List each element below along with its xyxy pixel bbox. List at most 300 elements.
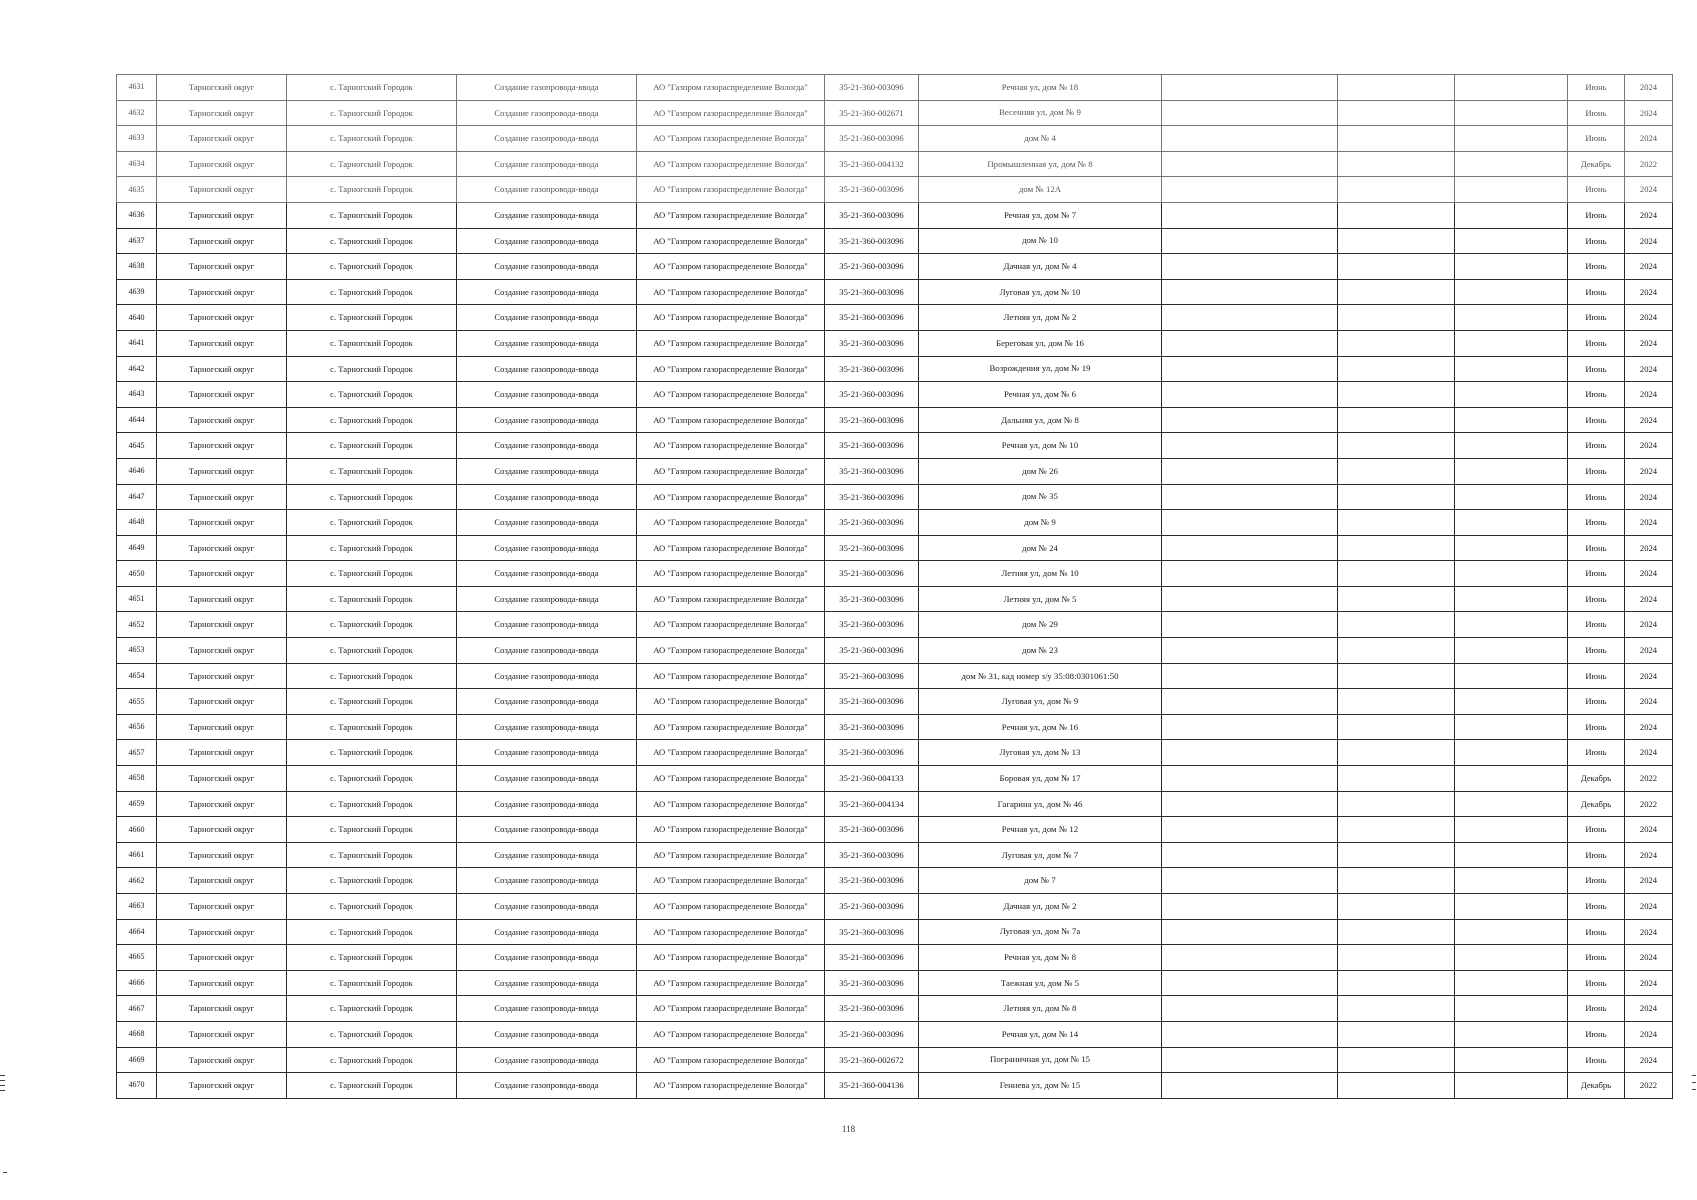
cell-month: Июнь xyxy=(1568,663,1625,689)
cell-year: 2024 xyxy=(1625,868,1673,894)
cell-month: Июнь xyxy=(1568,75,1625,101)
cell-work-type: Создание газопровода-ввода xyxy=(457,382,637,408)
cell-settlement: с. Тарногский Городок xyxy=(287,766,457,792)
cell-month: Июнь xyxy=(1568,254,1625,280)
table-row xyxy=(117,945,1673,971)
cell-year: 2024 xyxy=(1625,945,1673,971)
cell-row-number: 4639 xyxy=(117,279,157,305)
cell-code: 35-21-360-003096 xyxy=(825,330,919,356)
table-row xyxy=(117,126,1673,152)
cell-extra-2 xyxy=(1338,151,1455,177)
cell-extra-1 xyxy=(1162,894,1338,920)
cell-row-number: 4647 xyxy=(117,484,157,510)
table-row xyxy=(117,330,1673,356)
cell-year: 2024 xyxy=(1625,382,1673,408)
cell-extra-2 xyxy=(1338,356,1455,382)
cell-year: 2024 xyxy=(1625,561,1673,587)
cell-extra-1 xyxy=(1162,484,1338,510)
cell-code: 35-21-360-003096 xyxy=(825,586,919,612)
cell-extra-2 xyxy=(1338,305,1455,331)
cell-extra-3 xyxy=(1455,510,1568,536)
cell-code: 35-21-360-003096 xyxy=(825,894,919,920)
cell-year: 2024 xyxy=(1625,484,1673,510)
table-row xyxy=(117,535,1673,561)
left-edge-mark xyxy=(0,1085,5,1086)
cell-organization: АО "Газпром газораспределение Вологда" xyxy=(637,791,825,817)
table-row xyxy=(117,740,1673,766)
cell-row-number: 4670 xyxy=(117,1073,157,1099)
cell-extra-3 xyxy=(1455,202,1568,228)
cell-year: 2024 xyxy=(1625,1021,1673,1047)
cell-work-type: Создание газопровода-ввода xyxy=(457,1021,637,1047)
cell-year: 2024 xyxy=(1625,407,1673,433)
cell-month: Июнь xyxy=(1568,330,1625,356)
cell-row-number: 4635 xyxy=(117,177,157,203)
table-row xyxy=(117,919,1673,945)
cell-organization: АО "Газпром газораспределение Вологда" xyxy=(637,305,825,331)
cell-work-type: Создание газопровода-ввода xyxy=(457,817,637,843)
cell-district: Тарногский округ xyxy=(157,202,287,228)
cell-extra-1 xyxy=(1162,1021,1338,1047)
cell-year: 2024 xyxy=(1625,894,1673,920)
cell-extra-3 xyxy=(1455,433,1568,459)
cell-row-number: 4657 xyxy=(117,740,157,766)
cell-year: 2024 xyxy=(1625,202,1673,228)
cell-extra-1 xyxy=(1162,817,1338,843)
cell-extra-2 xyxy=(1338,1073,1455,1099)
cell-month: Июнь xyxy=(1568,842,1625,868)
cell-work-type: Создание газопровода-ввода xyxy=(457,766,637,792)
cell-district: Тарногский округ xyxy=(157,407,287,433)
cell-organization: АО "Газпром газораспределение Вологда" xyxy=(637,100,825,126)
cell-extra-3 xyxy=(1455,254,1568,280)
cell-district: Тарногский округ xyxy=(157,586,287,612)
cell-organization: АО "Газпром газораспределение Вологда" xyxy=(637,561,825,587)
cell-settlement: с. Тарногский Городок xyxy=(287,996,457,1022)
cell-extra-2 xyxy=(1338,433,1455,459)
cell-district: Тарногский округ xyxy=(157,458,287,484)
cell-extra-2 xyxy=(1338,75,1455,101)
cell-row-number: 4663 xyxy=(117,894,157,920)
cell-year: 2022 xyxy=(1625,151,1673,177)
cell-code: 35-21-360-003096 xyxy=(825,510,919,536)
cell-code: 35-21-360-003096 xyxy=(825,561,919,587)
cell-district: Тарногский округ xyxy=(157,382,287,408)
cell-row-number: 4664 xyxy=(117,919,157,945)
cell-address: дом № 12А xyxy=(919,177,1162,203)
cell-extra-2 xyxy=(1338,689,1455,715)
cell-address: Дачная ул, дом № 4 xyxy=(919,254,1162,280)
cell-year: 2024 xyxy=(1625,714,1673,740)
cell-organization: АО "Газпром газораспределение Вологда" xyxy=(637,996,825,1022)
cell-row-number: 4659 xyxy=(117,791,157,817)
cell-year: 2024 xyxy=(1625,126,1673,152)
cell-address: Дачная ул, дом № 2 xyxy=(919,894,1162,920)
cell-extra-2 xyxy=(1338,740,1455,766)
cell-code: 35-21-360-003096 xyxy=(825,177,919,203)
cell-organization: АО "Газпром газораспределение Вологда" xyxy=(637,1073,825,1099)
cell-extra-2 xyxy=(1338,663,1455,689)
cell-address: Речная ул, дом № 8 xyxy=(919,945,1162,971)
cell-work-type: Создание газопровода-ввода xyxy=(457,100,637,126)
cell-organization: АО "Газпром газораспределение Вологда" xyxy=(637,945,825,971)
cell-extra-2 xyxy=(1338,817,1455,843)
cell-extra-3 xyxy=(1455,458,1568,484)
cell-district: Тарногский округ xyxy=(157,510,287,536)
cell-extra-3 xyxy=(1455,970,1568,996)
cell-extra-2 xyxy=(1338,1021,1455,1047)
cell-organization: АО "Газпром газораспределение Вологда" xyxy=(637,842,825,868)
cell-address: дом № 31, кад номер з/у 35:08:0301061:50 xyxy=(919,663,1162,689)
cell-year: 2024 xyxy=(1625,842,1673,868)
cell-extra-2 xyxy=(1338,638,1455,664)
cell-year: 2024 xyxy=(1625,100,1673,126)
cell-code: 35-21-360-003096 xyxy=(825,970,919,996)
cell-code: 35-21-360-003096 xyxy=(825,254,919,280)
table-row xyxy=(117,382,1673,408)
cell-year: 2024 xyxy=(1625,535,1673,561)
cell-work-type: Создание газопровода-ввода xyxy=(457,484,637,510)
table-row xyxy=(117,766,1673,792)
cell-month: Июнь xyxy=(1568,586,1625,612)
cell-row-number: 4669 xyxy=(117,1047,157,1073)
cell-address: Летняя ул, дом № 8 xyxy=(919,996,1162,1022)
cell-work-type: Создание газопровода-ввода xyxy=(457,458,637,484)
cell-extra-3 xyxy=(1455,1073,1568,1099)
cell-extra-3 xyxy=(1455,791,1568,817)
cell-code: 35-21-360-004136 xyxy=(825,1073,919,1099)
table-row xyxy=(117,151,1673,177)
cell-address: Речная ул, дом № 10 xyxy=(919,433,1162,459)
cell-extra-1 xyxy=(1162,151,1338,177)
cell-month: Июнь xyxy=(1568,458,1625,484)
cell-extra-1 xyxy=(1162,279,1338,305)
cell-district: Тарногский округ xyxy=(157,740,287,766)
table-row xyxy=(117,638,1673,664)
cell-extra-1 xyxy=(1162,330,1338,356)
table-row xyxy=(117,510,1673,536)
cell-row-number: 4650 xyxy=(117,561,157,587)
cell-month: Декабрь xyxy=(1568,151,1625,177)
cell-row-number: 4655 xyxy=(117,689,157,715)
cell-code: 35-21-360-003096 xyxy=(825,1021,919,1047)
cell-extra-2 xyxy=(1338,254,1455,280)
cell-address: Дальняя ул, дом № 8 xyxy=(919,407,1162,433)
cell-work-type: Создание газопровода-ввода xyxy=(457,945,637,971)
cell-month: Декабрь xyxy=(1568,1073,1625,1099)
cell-work-type: Создание газопровода-ввода xyxy=(457,586,637,612)
cell-organization: АО "Газпром газораспределение Вологда" xyxy=(637,458,825,484)
cell-district: Тарногский округ xyxy=(157,638,287,664)
cell-work-type: Создание газопровода-ввода xyxy=(457,254,637,280)
cell-row-number: 4641 xyxy=(117,330,157,356)
cell-organization: АО "Газпром газораспределение Вологда" xyxy=(637,407,825,433)
cell-code: 35-21-360-003096 xyxy=(825,689,919,715)
cell-extra-1 xyxy=(1162,714,1338,740)
cell-month: Июнь xyxy=(1568,714,1625,740)
cell-settlement: с. Тарногский Городок xyxy=(287,740,457,766)
table-row xyxy=(117,356,1673,382)
cell-district: Тарногский округ xyxy=(157,766,287,792)
cell-year: 2024 xyxy=(1625,356,1673,382)
cell-settlement: с. Тарногский Городок xyxy=(287,330,457,356)
cell-address: дом № 26 xyxy=(919,458,1162,484)
cell-district: Тарногский округ xyxy=(157,919,287,945)
cell-settlement: с. Тарногский Городок xyxy=(287,100,457,126)
cell-extra-3 xyxy=(1455,612,1568,638)
cell-extra-2 xyxy=(1338,100,1455,126)
cell-row-number: 4644 xyxy=(117,407,157,433)
cell-row-number: 4634 xyxy=(117,151,157,177)
cell-work-type: Создание газопровода-ввода xyxy=(457,510,637,536)
cell-extra-1 xyxy=(1162,254,1338,280)
cell-district: Тарногский округ xyxy=(157,996,287,1022)
cell-settlement: с. Тарногский Городок xyxy=(287,202,457,228)
cell-district: Тарногский округ xyxy=(157,612,287,638)
cell-address: дом № 4 xyxy=(919,126,1162,152)
cell-work-type: Создание газопровода-ввода xyxy=(457,638,637,664)
left-edge-mark xyxy=(0,1080,5,1081)
cell-extra-2 xyxy=(1338,945,1455,971)
cell-extra-1 xyxy=(1162,561,1338,587)
cell-code: 35-21-360-004133 xyxy=(825,766,919,792)
cell-extra-1 xyxy=(1162,433,1338,459)
cell-row-number: 4652 xyxy=(117,612,157,638)
cell-year: 2024 xyxy=(1625,638,1673,664)
cell-work-type: Создание газопровода-ввода xyxy=(457,228,637,254)
cell-code: 35-21-360-003096 xyxy=(825,228,919,254)
cell-settlement: с. Тарногский Городок xyxy=(287,177,457,203)
cell-extra-3 xyxy=(1455,842,1568,868)
cell-month: Июнь xyxy=(1568,945,1625,971)
cell-district: Тарногский округ xyxy=(157,177,287,203)
cell-extra-2 xyxy=(1338,842,1455,868)
cell-settlement: с. Тарногский Городок xyxy=(287,305,457,331)
cell-organization: АО "Газпром газораспределение Вологда" xyxy=(637,330,825,356)
cell-row-number: 4633 xyxy=(117,126,157,152)
table-row xyxy=(117,612,1673,638)
bottom-left-mark xyxy=(3,1172,7,1173)
cell-code: 35-21-360-003096 xyxy=(825,279,919,305)
cell-year: 2024 xyxy=(1625,1047,1673,1073)
cell-extra-2 xyxy=(1338,484,1455,510)
cell-district: Тарногский округ xyxy=(157,1073,287,1099)
cell-organization: АО "Газпром газораспределение Вологда" xyxy=(637,894,825,920)
cell-extra-1 xyxy=(1162,177,1338,203)
cell-work-type: Создание газопровода-ввода xyxy=(457,919,637,945)
cell-address: Возрождения ул, дом № 19 xyxy=(919,356,1162,382)
cell-code: 35-21-360-003096 xyxy=(825,945,919,971)
table-row xyxy=(117,484,1673,510)
cell-extra-1 xyxy=(1162,638,1338,664)
cell-row-number: 4658 xyxy=(117,766,157,792)
cell-district: Тарногский округ xyxy=(157,535,287,561)
cell-settlement: с. Тарногский Городок xyxy=(287,791,457,817)
cell-extra-3 xyxy=(1455,228,1568,254)
cell-month: Июнь xyxy=(1568,612,1625,638)
cell-extra-2 xyxy=(1338,894,1455,920)
cell-district: Тарногский округ xyxy=(157,1047,287,1073)
cell-extra-2 xyxy=(1338,791,1455,817)
cell-code: 35-21-360-003096 xyxy=(825,356,919,382)
cell-extra-3 xyxy=(1455,1047,1568,1073)
cell-address: Летняя ул, дом № 5 xyxy=(919,586,1162,612)
cell-year: 2024 xyxy=(1625,254,1673,280)
cell-extra-2 xyxy=(1338,1047,1455,1073)
right-edge-mark xyxy=(1692,1082,1696,1083)
cell-extra-1 xyxy=(1162,612,1338,638)
cell-code: 35-21-360-003096 xyxy=(825,740,919,766)
cell-extra-3 xyxy=(1455,561,1568,587)
cell-settlement: с. Тарногский Городок xyxy=(287,970,457,996)
cell-extra-3 xyxy=(1455,817,1568,843)
cell-extra-1 xyxy=(1162,970,1338,996)
cell-organization: АО "Газпром газораспределение Вологда" xyxy=(637,75,825,101)
cell-organization: АО "Газпром газораспределение Вологда" xyxy=(637,382,825,408)
cell-extra-3 xyxy=(1455,484,1568,510)
cell-extra-2 xyxy=(1338,919,1455,945)
cell-work-type: Создание газопровода-ввода xyxy=(457,970,637,996)
cell-year: 2024 xyxy=(1625,817,1673,843)
left-edge-mark xyxy=(0,1075,5,1076)
cell-row-number: 4653 xyxy=(117,638,157,664)
cell-extra-3 xyxy=(1455,894,1568,920)
cell-year: 2024 xyxy=(1625,279,1673,305)
table-row xyxy=(117,663,1673,689)
cell-year: 2024 xyxy=(1625,740,1673,766)
cell-row-number: 4637 xyxy=(117,228,157,254)
cell-year: 2022 xyxy=(1625,791,1673,817)
cell-extra-3 xyxy=(1455,945,1568,971)
cell-row-number: 4643 xyxy=(117,382,157,408)
cell-settlement: с. Тарногский Городок xyxy=(287,714,457,740)
cell-address: дом № 10 xyxy=(919,228,1162,254)
cell-code: 35-21-360-004134 xyxy=(825,791,919,817)
cell-district: Тарногский округ xyxy=(157,561,287,587)
cell-settlement: с. Тарногский Городок xyxy=(287,254,457,280)
cell-extra-3 xyxy=(1455,356,1568,382)
cell-month: Июнь xyxy=(1568,561,1625,587)
cell-address: Речная ул, дом № 7 xyxy=(919,202,1162,228)
cell-extra-2 xyxy=(1338,382,1455,408)
cell-extra-3 xyxy=(1455,305,1568,331)
cell-organization: АО "Газпром газораспределение Вологда" xyxy=(637,433,825,459)
cell-year: 2022 xyxy=(1625,766,1673,792)
cell-extra-2 xyxy=(1338,330,1455,356)
cell-extra-1 xyxy=(1162,791,1338,817)
left-edge-mark xyxy=(0,1090,5,1091)
table-row xyxy=(117,433,1673,459)
cell-extra-3 xyxy=(1455,126,1568,152)
cell-row-number: 4656 xyxy=(117,714,157,740)
cell-settlement: с. Тарногский Городок xyxy=(287,356,457,382)
cell-month: Июнь xyxy=(1568,535,1625,561)
cell-work-type: Создание газопровода-ввода xyxy=(457,305,637,331)
cell-work-type: Создание газопровода-ввода xyxy=(457,75,637,101)
cell-year: 2024 xyxy=(1625,177,1673,203)
cell-settlement: с. Тарногский Городок xyxy=(287,126,457,152)
cell-row-number: 4638 xyxy=(117,254,157,280)
cell-organization: АО "Газпром газораспределение Вологда" xyxy=(637,638,825,664)
table-row xyxy=(117,586,1673,612)
cell-year: 2024 xyxy=(1625,433,1673,459)
cell-settlement: с. Тарногский Городок xyxy=(287,75,457,101)
cell-code: 35-21-360-003096 xyxy=(825,202,919,228)
cell-month: Июнь xyxy=(1568,126,1625,152)
cell-code: 35-21-360-003096 xyxy=(825,75,919,101)
cell-code: 35-21-360-003096 xyxy=(825,612,919,638)
cell-extra-1 xyxy=(1162,766,1338,792)
table-row xyxy=(117,305,1673,331)
cell-district: Тарногский округ xyxy=(157,868,287,894)
cell-address: дом № 7 xyxy=(919,868,1162,894)
cell-extra-2 xyxy=(1338,996,1455,1022)
cell-year: 2024 xyxy=(1625,612,1673,638)
cell-extra-2 xyxy=(1338,279,1455,305)
cell-settlement: с. Тарногский Городок xyxy=(287,510,457,536)
cell-settlement: с. Тарногский Городок xyxy=(287,1021,457,1047)
cell-settlement: с. Тарногский Городок xyxy=(287,458,457,484)
cell-extra-3 xyxy=(1455,638,1568,664)
cell-code: 35-21-360-003096 xyxy=(825,714,919,740)
cell-district: Тарногский округ xyxy=(157,151,287,177)
cell-row-number: 4666 xyxy=(117,970,157,996)
cell-extra-3 xyxy=(1455,279,1568,305)
cell-address: Гагарина ул, дом № 46 xyxy=(919,791,1162,817)
cell-address: Летняя ул, дом № 10 xyxy=(919,561,1162,587)
cell-extra-1 xyxy=(1162,689,1338,715)
cell-month: Декабрь xyxy=(1568,791,1625,817)
cell-year: 2024 xyxy=(1625,586,1673,612)
cell-district: Тарногский округ xyxy=(157,842,287,868)
table-row xyxy=(117,254,1673,280)
cell-work-type: Создание газопровода-ввода xyxy=(457,714,637,740)
cell-year: 2024 xyxy=(1625,689,1673,715)
cell-row-number: 4631 xyxy=(117,75,157,101)
cell-organization: АО "Газпром газораспределение Вологда" xyxy=(637,586,825,612)
cell-extra-1 xyxy=(1162,407,1338,433)
cell-settlement: с. Тарногский Городок xyxy=(287,663,457,689)
cell-extra-1 xyxy=(1162,510,1338,536)
cell-address: Боровая ул, дом № 17 xyxy=(919,766,1162,792)
cell-extra-2 xyxy=(1338,458,1455,484)
cell-district: Тарногский округ xyxy=(157,970,287,996)
cell-month: Июнь xyxy=(1568,382,1625,408)
cell-code: 35-21-360-003096 xyxy=(825,868,919,894)
cell-district: Тарногский округ xyxy=(157,817,287,843)
cell-district: Тарногский округ xyxy=(157,356,287,382)
cell-district: Тарногский округ xyxy=(157,791,287,817)
cell-work-type: Создание газопровода-ввода xyxy=(457,202,637,228)
cell-month: Декабрь xyxy=(1568,766,1625,792)
cell-month: Июнь xyxy=(1568,433,1625,459)
cell-organization: АО "Газпром газораспределение Вологда" xyxy=(637,254,825,280)
cell-code: 35-21-360-003096 xyxy=(825,484,919,510)
cell-month: Июнь xyxy=(1568,510,1625,536)
cell-settlement: с. Тарногский Городок xyxy=(287,535,457,561)
cell-year: 2022 xyxy=(1625,1073,1673,1099)
cell-settlement: с. Тарногский Городок xyxy=(287,382,457,408)
cell-year: 2024 xyxy=(1625,919,1673,945)
cell-district: Тарногский округ xyxy=(157,279,287,305)
cell-district: Тарногский округ xyxy=(157,1021,287,1047)
cell-address: Луговая ул, дом № 7 xyxy=(919,842,1162,868)
cell-extra-1 xyxy=(1162,535,1338,561)
cell-organization: АО "Газпром газораспределение Вологда" xyxy=(637,868,825,894)
cell-address: Весенняя ул, дом № 9 xyxy=(919,100,1162,126)
cell-extra-3 xyxy=(1455,996,1568,1022)
cell-extra-1 xyxy=(1162,228,1338,254)
